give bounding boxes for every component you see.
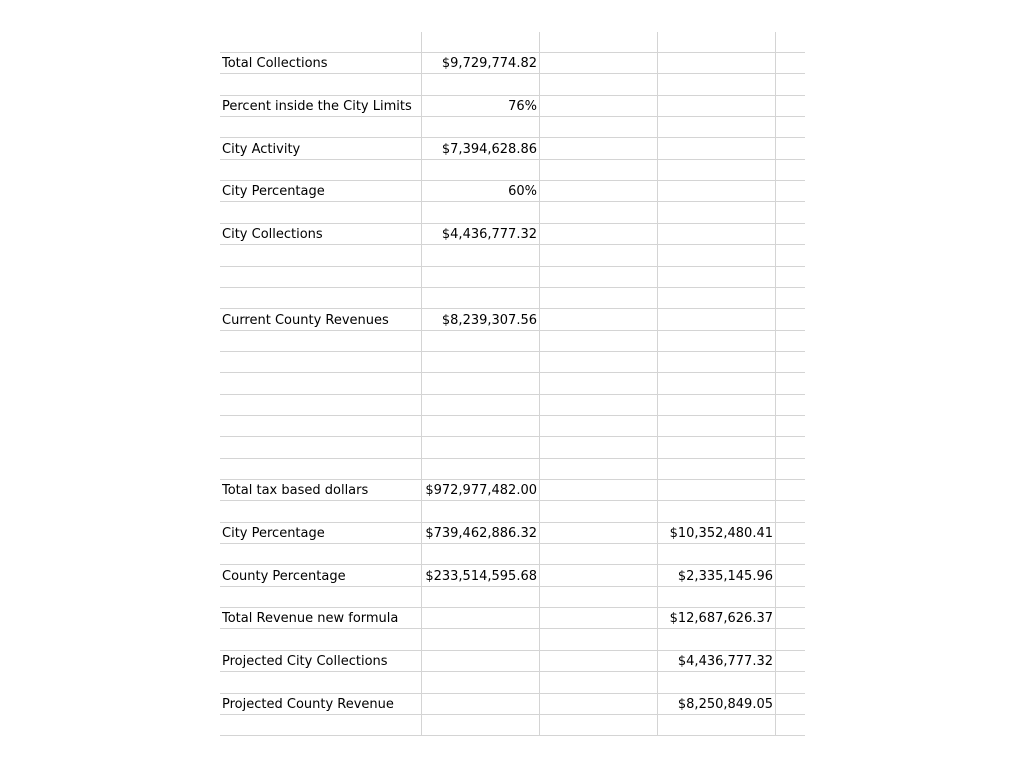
value-cell-b[interactable] xyxy=(421,438,537,459)
table-row xyxy=(220,651,805,672)
row-label-cell[interactable]: Projected City Collections xyxy=(222,654,388,669)
value-cell-b[interactable] xyxy=(421,630,537,651)
value-cell-d[interactable] xyxy=(657,224,773,245)
row-label-cell[interactable] xyxy=(222,438,418,459)
value-cell-d[interactable] xyxy=(657,502,773,523)
value-cell-d[interactable] xyxy=(657,438,773,459)
value-cell-b[interactable] xyxy=(421,651,537,672)
row-label-cell[interactable] xyxy=(222,32,418,53)
table-row xyxy=(220,673,805,694)
value-cell-b[interactable]: $233,514,595.68 xyxy=(425,569,537,584)
table-row xyxy=(220,117,805,138)
table-row xyxy=(220,502,805,523)
row-label-cell[interactable]: City Collections xyxy=(222,227,323,242)
row-label-cell[interactable]: Projected County Revenue xyxy=(222,697,394,712)
table-row xyxy=(220,480,805,501)
table-row xyxy=(220,32,805,53)
value-cell-d[interactable] xyxy=(657,32,773,53)
row-label-cell[interactable] xyxy=(222,246,418,267)
value-cell-b[interactable]: 76% xyxy=(508,99,537,114)
value-cell-b[interactable]: $8,239,307.56 xyxy=(441,313,537,328)
value-cell-b[interactable]: $9,729,774.82 xyxy=(441,56,537,71)
value-cell-b[interactable] xyxy=(421,288,537,309)
row-label-cell[interactable] xyxy=(222,203,418,224)
row-label-cell[interactable]: City Activity xyxy=(222,142,301,157)
value-cell-b[interactable] xyxy=(421,117,537,138)
value-cell-b[interactable] xyxy=(421,32,537,53)
row-label-cell[interactable] xyxy=(222,416,418,437)
row-label-cell[interactable] xyxy=(222,502,418,523)
table-row xyxy=(220,75,805,96)
value-cell-d[interactable] xyxy=(657,160,773,181)
row-label-cell[interactable] xyxy=(222,673,418,694)
row-label-cell[interactable]: Percent inside the City Limits xyxy=(222,99,412,114)
table-row xyxy=(220,438,805,459)
row-label-cell[interactable] xyxy=(222,459,418,480)
value-cell-d[interactable] xyxy=(657,630,773,651)
row-label-cell[interactable] xyxy=(222,267,418,288)
value-cell-d[interactable] xyxy=(657,203,773,224)
value-cell-d[interactable] xyxy=(657,480,773,501)
table-row xyxy=(220,459,805,480)
value-cell-b[interactable] xyxy=(421,502,537,523)
value-cell-d[interactable] xyxy=(657,395,773,416)
row-label-cell[interactable] xyxy=(222,544,418,565)
value-cell-b[interactable] xyxy=(421,544,537,565)
value-cell-b[interactable] xyxy=(421,673,537,694)
table-row xyxy=(220,224,805,245)
table-row xyxy=(220,715,805,736)
value-cell-b[interactable] xyxy=(421,416,537,437)
value-cell-b[interactable] xyxy=(421,395,537,416)
table-row xyxy=(220,246,805,267)
value-cell-b[interactable] xyxy=(421,352,537,373)
value-cell-b[interactable] xyxy=(421,267,537,288)
value-cell-d[interactable] xyxy=(657,416,773,437)
row-label-cell[interactable]: City Percentage xyxy=(222,526,325,541)
value-cell-d[interactable] xyxy=(657,374,773,395)
value-cell-b[interactable] xyxy=(421,160,537,181)
table-row xyxy=(220,160,805,181)
row-label-cell[interactable] xyxy=(222,160,418,181)
table-row xyxy=(220,267,805,288)
table-row xyxy=(220,139,805,160)
value-cell-b[interactable] xyxy=(421,374,537,395)
value-cell-d[interactable]: $10,352,480.41 xyxy=(669,526,773,541)
row-label-cell[interactable] xyxy=(222,288,418,309)
table-row xyxy=(220,288,805,309)
value-cell-b[interactable]: $972,977,482.00 xyxy=(425,483,537,498)
value-cell-d[interactable] xyxy=(657,331,773,352)
value-cell-d[interactable] xyxy=(657,267,773,288)
value-cell-b[interactable]: $4,436,777.32 xyxy=(441,227,537,242)
table-row xyxy=(220,694,805,715)
row-label-cell[interactable] xyxy=(222,75,418,96)
row-label-cell[interactable] xyxy=(222,395,418,416)
row-label-cell[interactable]: City Percentage xyxy=(222,184,325,199)
value-cell-d[interactable] xyxy=(657,75,773,96)
value-cell-d[interactable]: $2,335,145.96 xyxy=(677,569,773,584)
table-row xyxy=(220,544,805,565)
value-cell-d[interactable] xyxy=(657,96,773,117)
value-cell-d[interactable] xyxy=(657,181,773,202)
value-cell-b[interactable] xyxy=(421,331,537,352)
table-row xyxy=(220,523,805,544)
value-cell-d[interactable] xyxy=(657,715,773,736)
value-cell-d[interactable] xyxy=(657,139,773,160)
value-cell-d[interactable]: $8,250,849.05 xyxy=(677,697,773,712)
table-row xyxy=(220,374,805,395)
table-row xyxy=(220,53,805,74)
value-cell-d[interactable] xyxy=(657,352,773,373)
row-label-cell[interactable] xyxy=(222,374,418,395)
value-cell-b[interactable]: 60% xyxy=(508,184,537,199)
table-row xyxy=(220,331,805,352)
spreadsheet-grid xyxy=(220,32,805,736)
table-row xyxy=(220,395,805,416)
value-cell-d[interactable] xyxy=(657,544,773,565)
table-row xyxy=(220,630,805,651)
table-row xyxy=(220,352,805,373)
value-cell-d[interactable]: $12,687,626.37 xyxy=(669,611,773,626)
value-cell-d[interactable] xyxy=(657,53,773,74)
value-cell-b[interactable] xyxy=(421,246,537,267)
value-cell-b[interactable] xyxy=(421,75,537,96)
table-row xyxy=(220,587,805,608)
value-cell-b[interactable]: $739,462,886.32 xyxy=(425,526,537,541)
value-cell-b[interactable] xyxy=(421,587,537,608)
value-cell-d[interactable] xyxy=(657,673,773,694)
value-cell-d[interactable] xyxy=(657,459,773,480)
row-label-cell[interactable] xyxy=(222,715,418,736)
table-row xyxy=(220,203,805,224)
row-label-cell[interactable] xyxy=(222,117,418,138)
table-row xyxy=(220,96,805,117)
row-label-cell[interactable] xyxy=(222,630,418,651)
value-cell-b[interactable]: $7,394,628.86 xyxy=(441,142,537,157)
value-cell-b[interactable] xyxy=(421,203,537,224)
row-label-cell[interactable]: Total tax based dollars xyxy=(222,483,369,498)
value-cell-d[interactable] xyxy=(657,117,773,138)
value-cell-d[interactable] xyxy=(657,310,773,331)
value-cell-d[interactable] xyxy=(657,246,773,267)
value-cell-b[interactable] xyxy=(421,608,537,629)
value-cell-d[interactable]: $4,436,777.32 xyxy=(677,654,773,669)
value-cell-b[interactable] xyxy=(421,715,537,736)
row-label-cell[interactable] xyxy=(222,587,418,608)
row-label-cell[interactable]: County Percentage xyxy=(222,569,346,584)
row-label-cell[interactable] xyxy=(222,352,418,373)
value-cell-d[interactable] xyxy=(657,587,773,608)
table-row xyxy=(220,566,805,587)
value-cell-b[interactable] xyxy=(421,459,537,480)
row-label-cell[interactable]: Total Collections xyxy=(222,56,328,71)
row-label-cell[interactable]: Current County Revenues xyxy=(222,313,389,328)
table-row xyxy=(220,181,805,202)
row-label-cell[interactable]: Total Revenue new formula xyxy=(222,611,399,626)
table-row xyxy=(220,416,805,437)
table-row xyxy=(220,310,805,331)
table-row xyxy=(220,608,805,629)
row-label-cell[interactable] xyxy=(222,331,418,352)
value-cell-d[interactable] xyxy=(657,288,773,309)
value-cell-b[interactable] xyxy=(421,694,537,715)
